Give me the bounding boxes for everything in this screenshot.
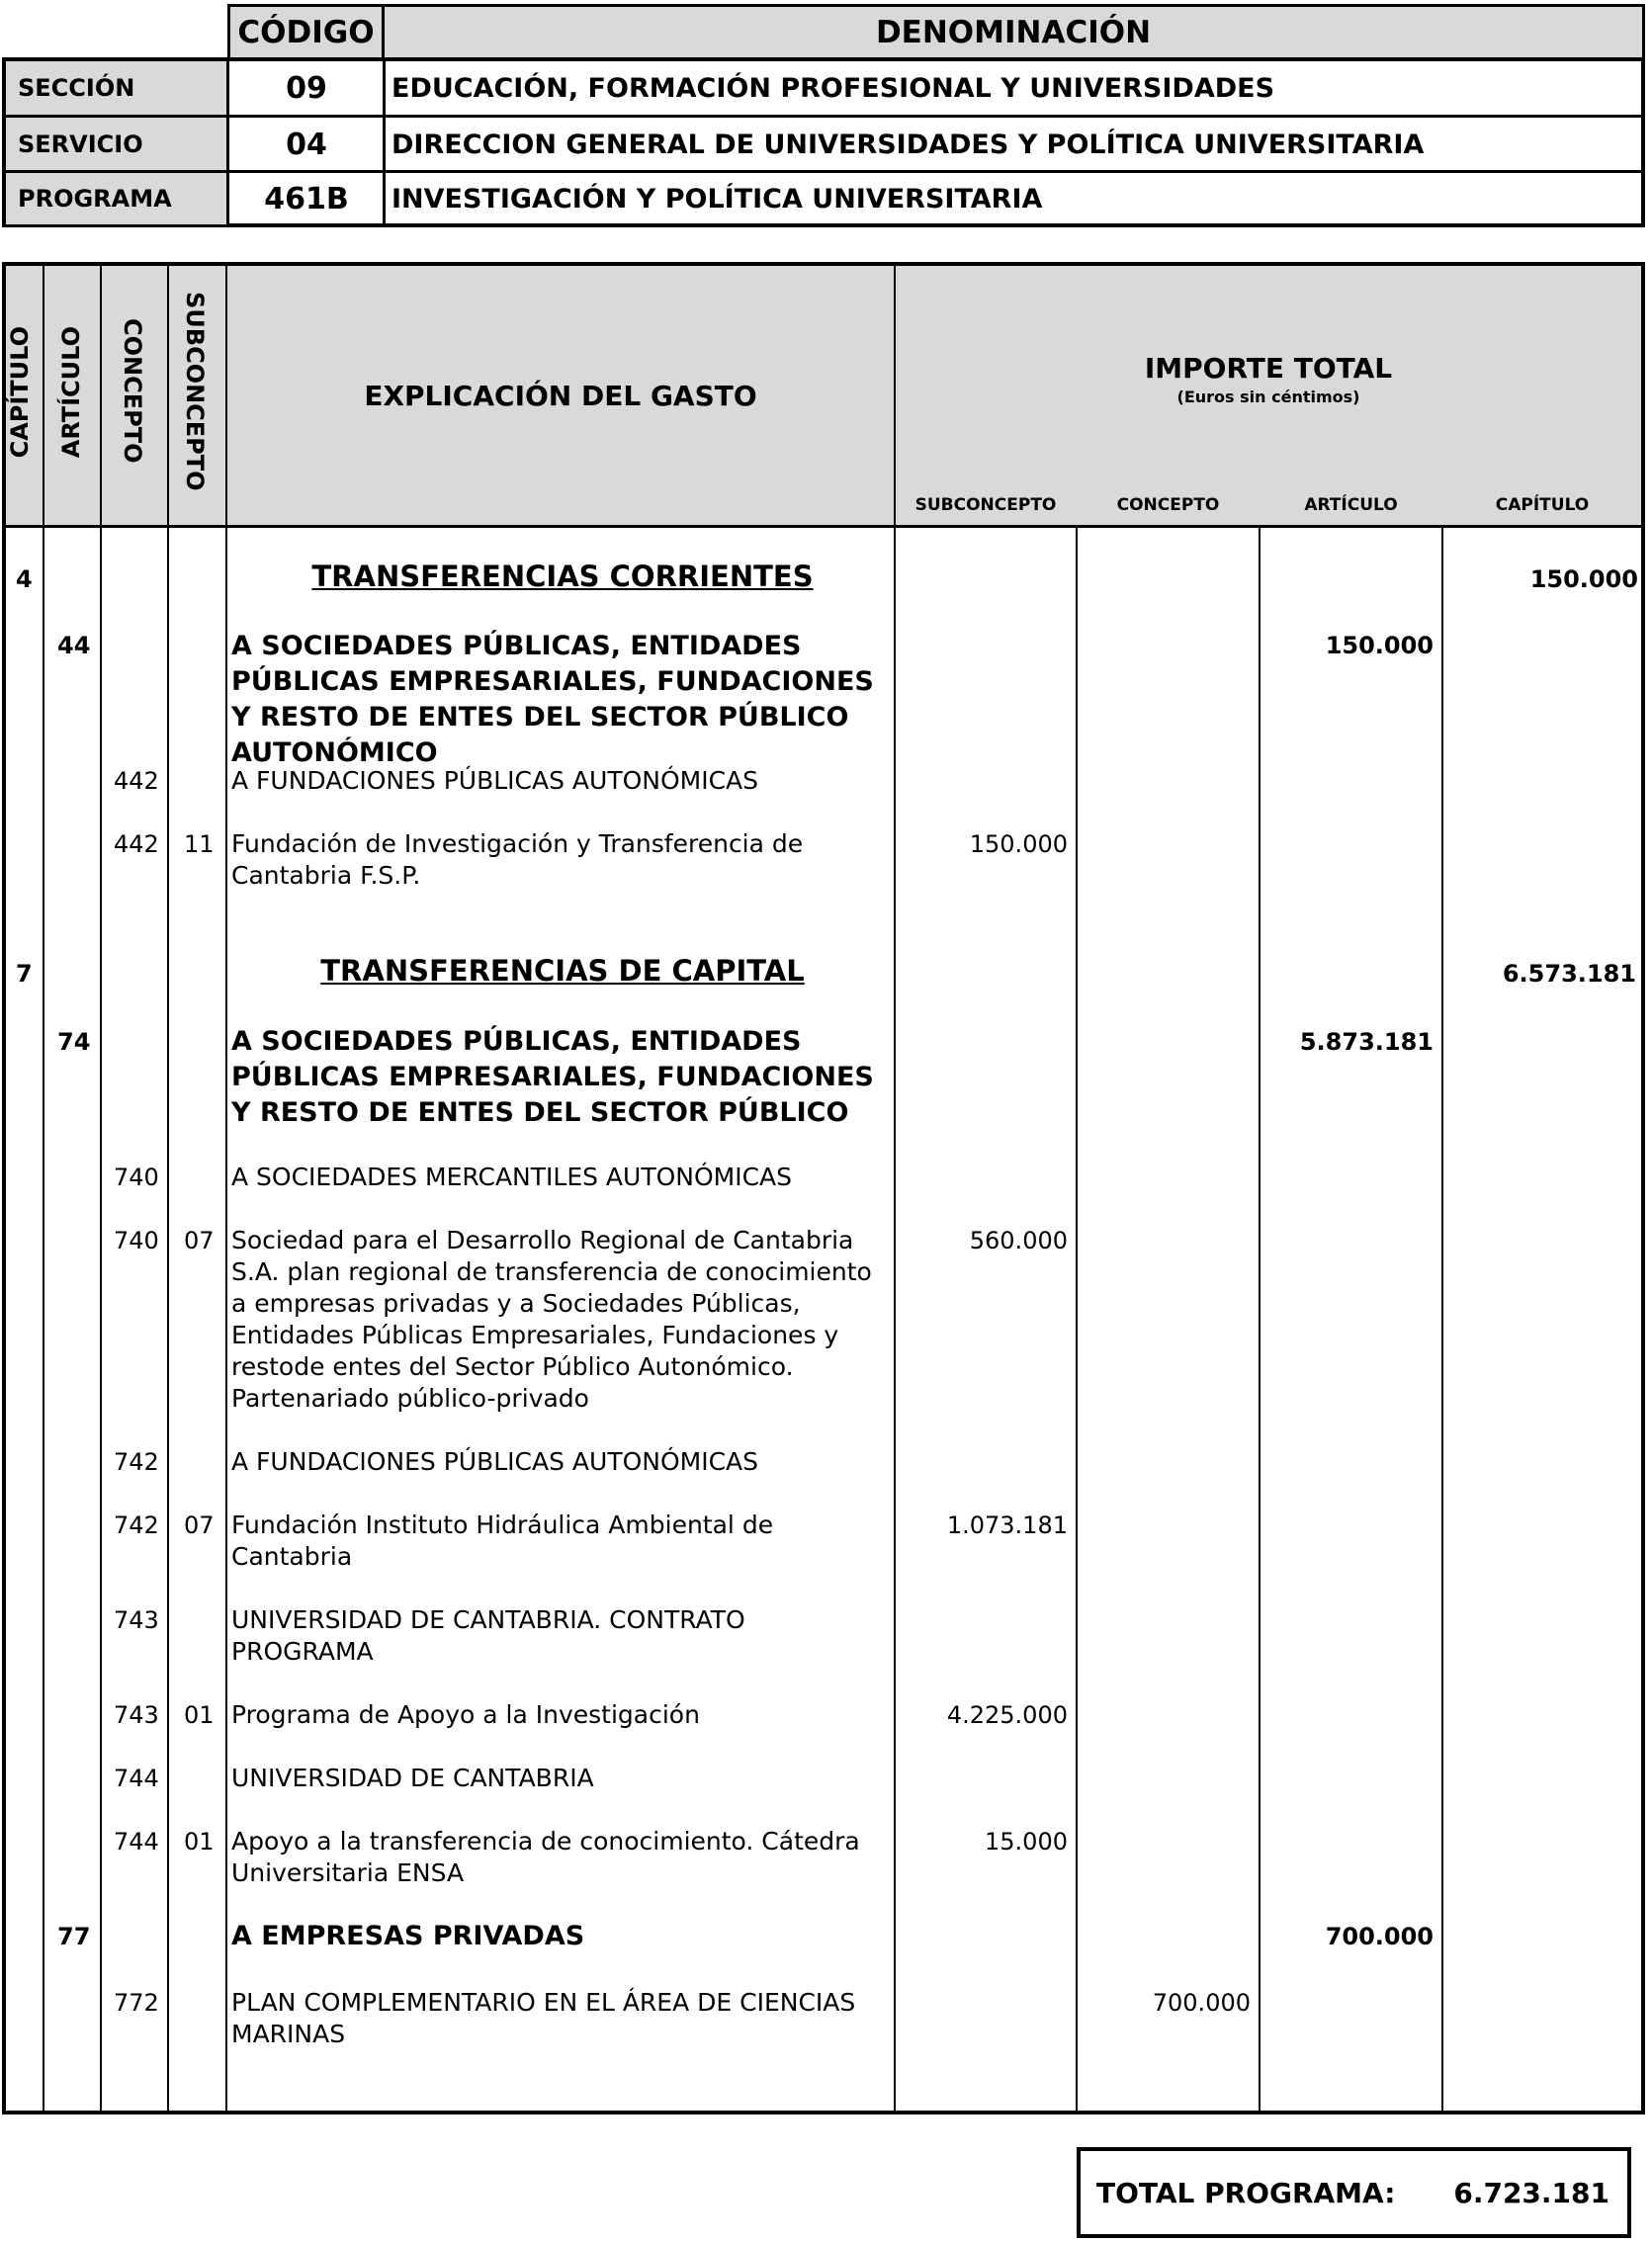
row-capitulo-code: 7 xyxy=(16,960,33,988)
row-subconcepto-code: 01 xyxy=(184,1701,215,1729)
concepto-amt-header: CONCEPTO xyxy=(1116,495,1220,515)
subconcepto-col-header: SUBCONCEPTO xyxy=(181,292,209,491)
seccion-code: 09 xyxy=(286,70,327,106)
row-articulo-amount: 700.000 xyxy=(1325,1923,1434,1950)
row-subconcepto-text: Programa de Apoyo a la Investigación xyxy=(231,1700,700,1729)
servicio-code: 04 xyxy=(286,127,327,162)
row-subconcepto-amount: 560.000 xyxy=(969,1227,1068,1254)
total-programa-value: 6.723.181 xyxy=(1453,2176,1609,2209)
row-subconcepto-amount: 15.000 xyxy=(985,1828,1068,1856)
row-concepto-code: 742 xyxy=(114,1511,159,1539)
row-subconcepto-code: 07 xyxy=(184,1511,215,1539)
row-articulo-text: A SOCIEDADES PÚBLICAS, ENTIDADES PÚBLICAS EMPRESARIALES, FUNDACIONES Y RESTO DE ENTES DEL SECTOR PÚBLICO AUTONÓMICO xyxy=(231,631,874,768)
row-subconcepto-amount: 1.073.181 xyxy=(946,1511,1068,1539)
subconcepto-amt-header: SUBCONCEPTO xyxy=(914,495,1057,515)
articulo-col-header: ARTÍCULO xyxy=(57,326,85,459)
codigo-header: CÓDIGO xyxy=(227,4,385,60)
articulo-amt-header: ARTÍCULO xyxy=(1304,495,1398,515)
seccion-label: SECCIÓN xyxy=(6,61,227,115)
row-subconcepto-text: Apoyo a la transferencia de conocimiento. Cátedra Universitaria ENSA xyxy=(231,1827,860,1887)
row-capitulo-code: 4 xyxy=(16,565,33,593)
programa-label: PROGRAMA xyxy=(6,173,227,224)
row-subconcepto-code: 07 xyxy=(184,1227,215,1254)
servicio-name: DIRECCION GENERAL DE UNIVERSIDADES Y POLÍTICA UNIVERSITARIA xyxy=(391,129,1425,160)
row-concepto-code: 744 xyxy=(114,1765,159,1792)
seccion-name: EDUCACIÓN, FORMACIÓN PROFESIONAL Y UNIVERSIDADES xyxy=(391,72,1275,104)
row-concepto-text: A FUNDACIONES PÚBLICAS AUTONÓMICAS xyxy=(231,766,759,795)
row-concepto-code: 740 xyxy=(114,1227,159,1254)
importe-subtitle: (Euros sin céntimos) xyxy=(1176,388,1360,406)
row-subconcepto-code: 01 xyxy=(184,1828,215,1856)
row-subconcepto-text: Fundación Instituto Hidráulica Ambiental de Cantabria xyxy=(231,1510,774,1571)
row-concepto-text: A FUNDACIONES PÚBLICAS AUTONÓMICAS xyxy=(231,1447,759,1476)
row-concepto-text: PLAN COMPLEMENTARIO EN EL ÁREA DE CIENCIAS MARINAS xyxy=(231,1988,856,2048)
programa-name: INVESTIGACIÓN Y POLÍTICA UNIVERSITARIA xyxy=(391,183,1043,215)
capitulo-col-header: CAPÍTULO xyxy=(6,326,34,459)
row-concepto-amount: 700.000 xyxy=(1152,1989,1251,2017)
row-articulo-code: 44 xyxy=(57,632,91,659)
total-programa-label: TOTAL PROGRAMA: xyxy=(1096,2176,1396,2209)
denominacion-header: DENOMINACIÓN xyxy=(382,4,1645,60)
row-concepto-text: UNIVERSIDAD DE CANTABRIA xyxy=(231,1764,594,1792)
programa-code: 461B xyxy=(264,181,349,216)
explicacion-col-header: EXPLICACIÓN DEL GASTO xyxy=(364,380,757,412)
row-articulo-amount: 5.873.181 xyxy=(1299,1028,1434,1056)
row-concepto-code: 442 xyxy=(114,767,159,795)
row-concepto-code: 743 xyxy=(114,1606,159,1634)
row-subconcepto-text: Fundación de Investigación y Transferencia de Cantabria F.S.P. xyxy=(231,829,804,890)
row-articulo-text: A EMPRESAS PRIVADAS xyxy=(231,1921,585,1951)
row-concepto-code: 772 xyxy=(114,1989,159,2017)
row-concepto-text: A SOCIEDADES MERCANTILES AUTONÓMICAS xyxy=(231,1163,793,1191)
row-capitulo-amount: 150.000 xyxy=(1529,565,1638,593)
row-concepto-code: 743 xyxy=(114,1701,159,1729)
row-capitulo-amount: 6.573.181 xyxy=(1502,960,1636,988)
concepto-col-header: CONCEPTO xyxy=(119,318,146,464)
row-concepto-code: 740 xyxy=(114,1164,159,1191)
row-concepto-text: UNIVERSIDAD DE CANTABRIA. CONTRATO PROGRAMA xyxy=(231,1605,745,1666)
total-programa-box xyxy=(1077,2147,1631,2238)
row-subconcepto-text: Sociedad para el Desarrollo Regional de Cantabria S.A. plan regional de transferencia de conocimiento a empresas privadas y a Sociedades Públicas, Entidades Públicas Empresariales, Fundaciones y restode entes del Sector Público Autonómico. Partenariado público-privado xyxy=(231,1226,872,1413)
row-articulo-amount: 150.000 xyxy=(1325,632,1434,659)
row-capitulo-title: TRANSFERENCIAS CORRIENTES xyxy=(311,560,814,593)
servicio-label: SERVICIO xyxy=(6,118,227,171)
importe-title: IMPORTE TOTAL xyxy=(1144,352,1393,385)
row-concepto-code: 442 xyxy=(114,830,159,858)
row-articulo-code: 77 xyxy=(57,1923,91,1950)
row-articulo-text: A SOCIEDADES PÚBLICAS, ENTIDADES PÚBLICAS EMPRESARIALES, FUNDACIONES Y RESTO DE ENTES DEL SECTOR PÚBLICO xyxy=(231,1026,874,1128)
row-articulo-code: 74 xyxy=(57,1028,91,1056)
capitulo-amt-header: CAPÍTULO xyxy=(1495,495,1590,515)
row-concepto-code: 744 xyxy=(114,1828,159,1856)
row-capitulo-title: TRANSFERENCIAS DE CAPITAL xyxy=(320,954,805,988)
row-subconcepto-code: 11 xyxy=(184,830,215,858)
row-subconcepto-amount: 150.000 xyxy=(969,830,1068,858)
row-concepto-code: 742 xyxy=(114,1448,159,1476)
row-subconcepto-amount: 4.225.000 xyxy=(946,1701,1068,1729)
